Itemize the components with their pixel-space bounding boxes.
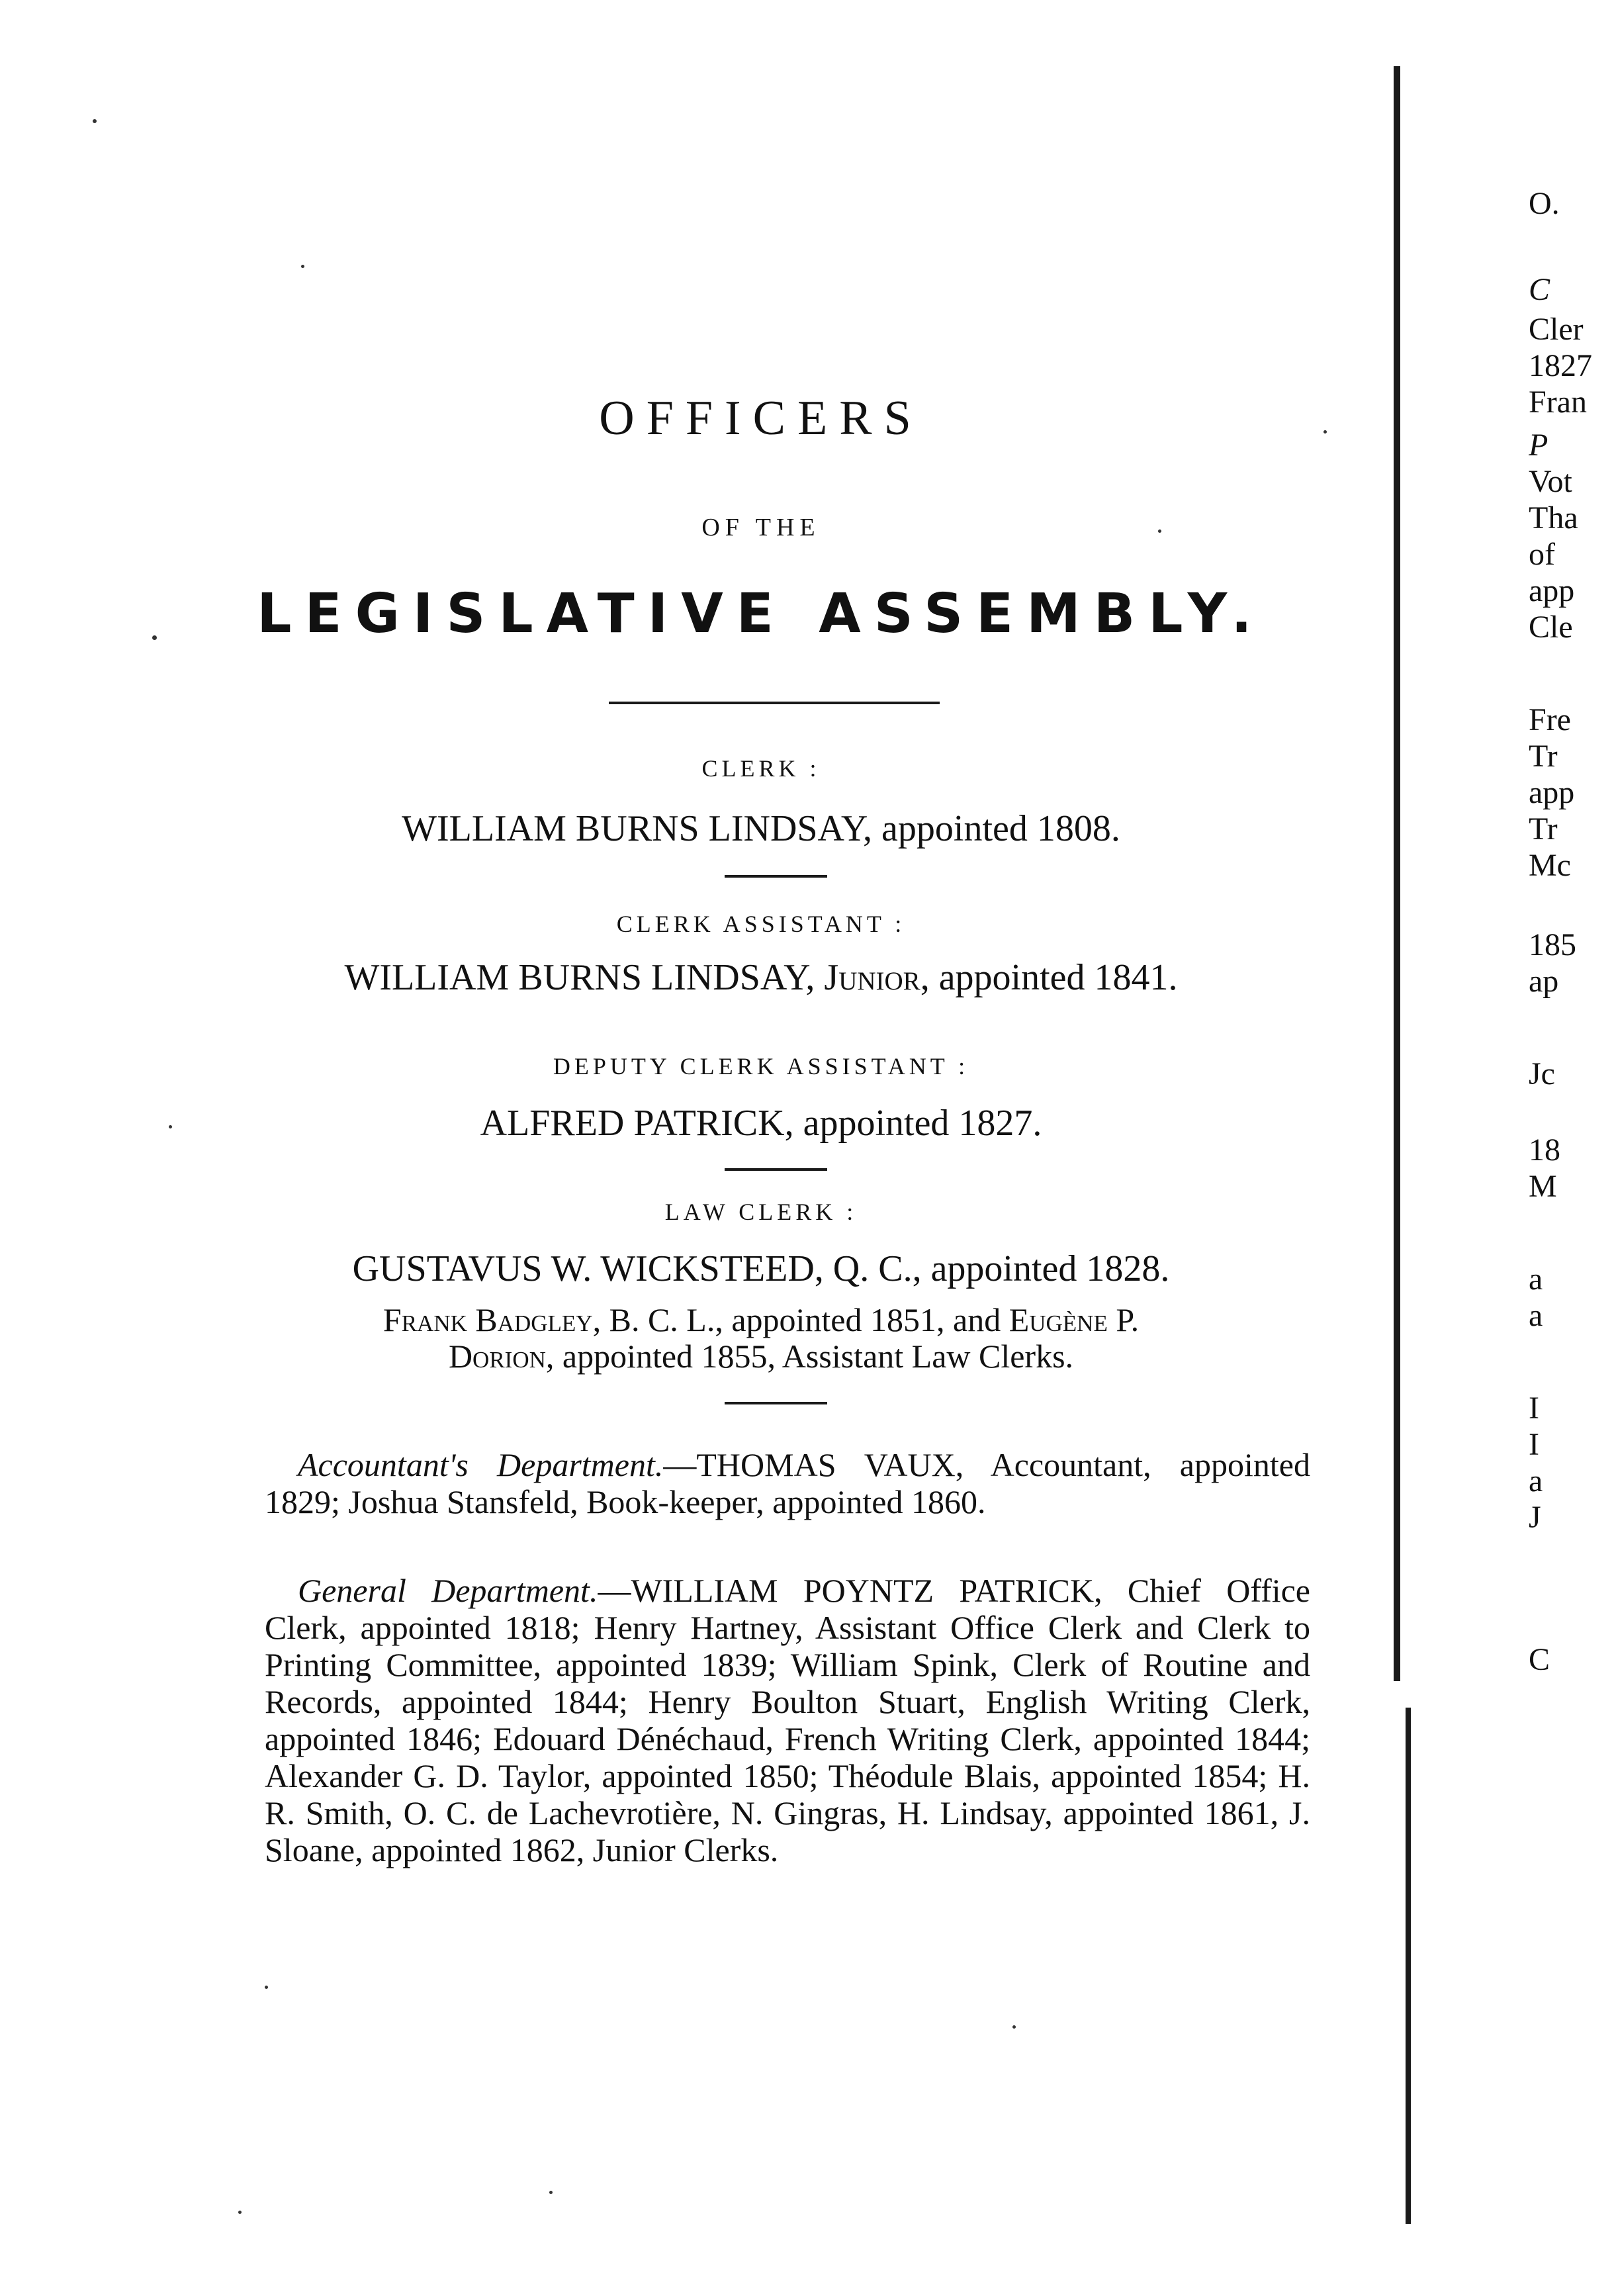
- clerk-heading: CLERK :: [701, 755, 821, 782]
- margin-fragment-line: Mc: [1529, 848, 1571, 883]
- margin-fragment-line: a: [1529, 1298, 1543, 1333]
- assistant-dorion-detail: , appointed 1855, Assistant Law Clerks.: [545, 1338, 1074, 1375]
- clerk-assistant-name: WILLIAM BURNS LINDSAY,: [344, 957, 815, 998]
- margin-fragment-line: P: [1529, 428, 1548, 463]
- margin-fragment-line: Fran: [1529, 385, 1587, 420]
- scan-speck: [1158, 529, 1161, 533]
- clerk-assistant-junior: Junior,: [824, 957, 930, 998]
- margin-fragment-line: Fre: [1529, 702, 1571, 737]
- margin-fragment-line: I: [1529, 1427, 1539, 1462]
- general-dept-label: General Department.: [298, 1572, 598, 1609]
- margin-fragment-line: app: [1529, 775, 1575, 810]
- law-clerk-name: GUSTAVUS W. WICKSTEED, Q. C., appointed 1828.: [352, 1248, 1170, 1289]
- scan-speck: [549, 2191, 553, 2194]
- general-text: —WILLIAM POYNTZ PATRICK, Chief Office Clerk, appointed 1818; Henry Hartney, Assistant Office Clerk and Clerk to Printing Committee, appointed 1839; William Spink, Clerk of Routine and Records, appointed 1844; Henry Boulton Stuart, English Writing Clerk, appointed 1846; Edouard Dénéchaud, French Writing Clerk, appointed 1844; Alexander G. D. Taylor, appointed 1850; Théodule Blais, appointed 1854; H. R. Smith, O. C. de Lachevrotière, N. Gingras, H. Lindsay, appointed 1861, J. Sloane, appointed 1862, Junior Clerks.: [265, 1572, 1311, 1868]
- law-clerk-heading: LAW CLERK :: [664, 1199, 858, 1225]
- margin-fragment-line: a: [1529, 1463, 1543, 1498]
- margin-fragment-line: 185: [1529, 927, 1576, 962]
- general-paragraph: [265, 1572, 1310, 1868]
- margin-fragment-line: 18: [1529, 1132, 1560, 1168]
- assistant-badgley-detail: , B. C. L., appointed 1851, and: [592, 1301, 1001, 1338]
- margin-fragment-line: Tha: [1529, 500, 1578, 535]
- divider-rule: [725, 875, 827, 878]
- margin-fragment-line: Vot: [1529, 464, 1572, 499]
- scan-speck: [169, 1125, 172, 1128]
- accountant-text: —THOMAS VAUX, Accountant, appointed 1829; Joshua Stansfeld, Book-keeper, appointed 1860.: [265, 1446, 1310, 1520]
- margin-fragment-line: a: [1529, 1262, 1543, 1297]
- margin-fragment-line: O.: [1529, 186, 1560, 221]
- margin-fragment-line: 1827: [1529, 348, 1592, 383]
- deputy-clerk-heading: DEPUTY CLERK ASSISTANT :: [553, 1053, 969, 1079]
- title-legislative-assembly: LEGISLATIVE ASSEMBLY.: [257, 582, 1265, 645]
- scan-speck: [93, 119, 97, 123]
- margin-fragment-line: I: [1529, 1391, 1539, 1426]
- margin-fragment-line: C: [1529, 272, 1550, 307]
- scan-speck: [265, 1986, 268, 1989]
- title-of-the: OF THE: [701, 514, 821, 541]
- margin-fragment-line: ap: [1529, 964, 1559, 999]
- law-clerk-assistants-line2: [0, 1337, 1522, 1375]
- law-clerk-assistants-line1: [0, 1301, 1522, 1339]
- deputy-clerk-name: ALFRED PATRICK, appointed 1827.: [480, 1103, 1042, 1144]
- margin-fragment-line: Jc: [1529, 1056, 1555, 1091]
- scan-speck: [238, 2211, 242, 2214]
- scan-speck: [301, 265, 304, 268]
- assistant-name-badgley: Frank Badgley: [382, 1301, 593, 1338]
- margin-fragment-line: M: [1529, 1169, 1557, 1204]
- clerk-assistant-line: [0, 956, 1522, 999]
- divider-rule: [609, 702, 940, 704]
- margin-fragment-line: of: [1529, 537, 1555, 572]
- margin-fragment-line: Cle: [1529, 610, 1573, 645]
- title-officers: OFFICERS: [599, 391, 923, 445]
- margin-fragment-line: C: [1529, 1642, 1550, 1677]
- assistant-name-dorion: Dorion: [448, 1338, 546, 1375]
- margin-fragment-line: app: [1529, 573, 1575, 608]
- margin-fragment-line: Cler: [1529, 312, 1584, 347]
- divider-rule: [725, 1168, 827, 1171]
- scan-speck: [1323, 430, 1327, 434]
- margin-fragment-line: Tr: [1529, 811, 1558, 847]
- scan-speck: [1012, 2025, 1016, 2029]
- page-binding-edge: [1394, 66, 1400, 1681]
- clerk-name: WILLIAM BURNS LINDSAY, appointed 1808.: [402, 808, 1120, 849]
- margin-fragment-line: J: [1529, 1500, 1541, 1535]
- clerk-assistant-appointed: appointed 1841.: [938, 957, 1178, 998]
- accountant-dept-label: Accountant's Department.: [298, 1446, 664, 1483]
- page-binding-edge-lower: [1406, 1708, 1411, 2224]
- accountant-paragraph: [265, 1446, 1310, 1520]
- divider-rule: [725, 1402, 827, 1404]
- assistant-name-eugene: Eugène P.: [1009, 1301, 1140, 1338]
- clerk-assistant-heading: CLERK ASSISTANT :: [616, 911, 906, 937]
- scan-speck: [152, 635, 157, 640]
- margin-fragment-line: Tr: [1529, 739, 1558, 774]
